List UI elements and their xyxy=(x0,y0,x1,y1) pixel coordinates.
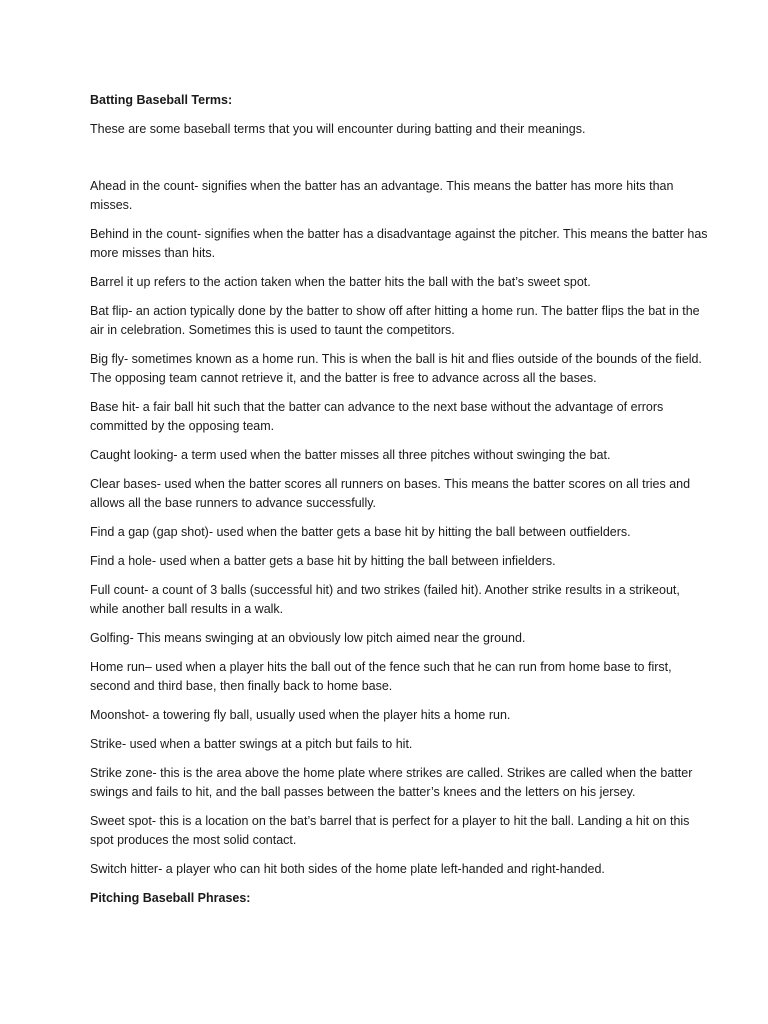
term-strike: Strike- used when a batter swings at a pitch but fails to hit. xyxy=(90,737,413,751)
term-barrel-it-up: Barrel it up refers to the action taken when the batter hits the ball with the bat’s sweet spot. xyxy=(90,275,591,289)
term-sweet-spot: Sweet spot- this is a location on the bat’s barrel that is perfect for a player to hit the ball. Landing a hit on this spot produces the most solid contact. xyxy=(90,814,690,847)
term-golfing: Golfing- This means swinging at an obviously low pitch aimed near the ground. xyxy=(90,631,526,645)
term-find-a-hole: Find a hole- used when a batter gets a base hit by hitting the ball between infielders. xyxy=(90,554,556,568)
term-switch-hitter: Switch hitter- a player who can hit both sides of the home plate left-handed and right-handed. xyxy=(90,862,605,876)
term-moonshot: Moonshot- a towering fly ball, usually used when the player hits a home run. xyxy=(90,708,511,722)
term-find-a-gap: Find a gap (gap shot)- used when the batter gets a base hit by hitting the ball between outfielders. xyxy=(90,525,631,539)
term-strike-zone: Strike zone- this is the area above the home plate where strikes are called. Strikes are called when the batter swings and fails to hit, and the ball passes between the batter’s knees and the letters on his jersey. xyxy=(90,766,693,799)
section-heading-batting: Batting Baseball Terms: xyxy=(90,93,233,107)
term-caught-looking: Caught looking- a term used when the batter misses all three pitches without swinging the bat. xyxy=(90,448,611,462)
term-full-count: Full count- a count of 3 balls (successful hit) and two strikes (failed hit). Another strike results in a strikeout, while another ball results in a walk. xyxy=(90,583,680,616)
term-bat-flip: Bat flip- an action typically done by the batter to show off after hitting a home run. The batter flips the bat in the air in celebration. Sometimes this is used to taunt the competitors. xyxy=(90,304,700,337)
term-base-hit: Base hit- a fair ball hit such that the batter can advance to the next base without the advantage of errors committed by the opposing team. xyxy=(90,400,664,433)
term-behind-in-the-count: Behind in the count- signifies when the batter has a disadvantage against the pitcher. This means the batter has more misses than hits. xyxy=(90,227,708,260)
term-home-run: Home run– used when a player hits the ball out of the fence such that he can run from home base to first, second and third base, then finally back to home base. xyxy=(90,660,672,693)
term-big-fly: Big fly- sometimes known as a home run. This is when the ball is hit and flies outside of the bounds of the field. The opposing team cannot retrieve it, and the batter is free to advance across all the bases. xyxy=(90,352,702,385)
intro-paragraph: These are some baseball terms that you will encounter during batting and their meanings. xyxy=(90,122,586,136)
document-page xyxy=(90,91,710,908)
term-clear-bases: Clear bases- used when the batter scores all runners on bases. This means the batter scores on all tries and allows all the base runners to advance successfully. xyxy=(90,477,691,510)
term-ahead-in-the-count: Ahead in the count- signifies when the batter has an advantage. This means the batter has more hits than misses. xyxy=(90,179,674,212)
section-heading-pitching: Pitching Baseball Phrases: xyxy=(90,891,251,905)
